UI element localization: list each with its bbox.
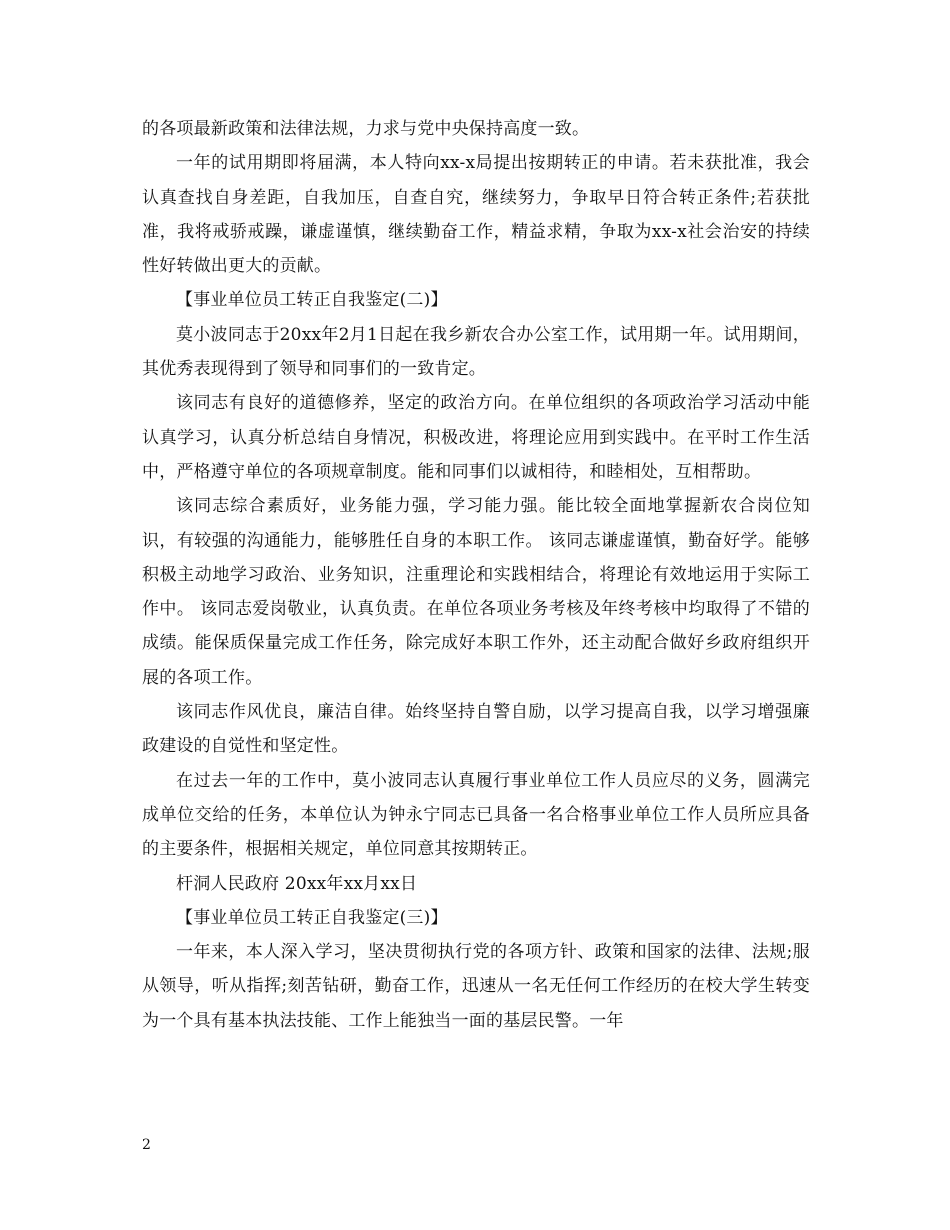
page-number: 2 (142, 1137, 151, 1153)
paragraph-intro: 莫小波同志于20xx年2月1日起在我乡新农合办公室工作，试用期一年。试用期间，其优秀表现得到了领导和同事们的一致肯定。 (142, 324, 810, 380)
signature-line: 杆洞人民政府 20xx年xx月xx日 (176, 873, 418, 894)
paragraph-self-review: 一年来，本人深入学习，坚决贯彻执行党的各项方针、政策和国家的法律、法规;服从领导，听从指挥;刻苦钻研，勤奋工作，迅速从一名无任何工作经历的在校大学生转变为一个具有基本执法技能、工作上能独当一面的基层民警。一年 (142, 942, 810, 1031)
paragraph-moral: 该同志有良好的道德修养，坚定的政治方向。在单位组织的各项政治学习活动中能认真学习，认真分析总结自身情况，积极改进，将理论应用到实践中。在平时工作生活中，严格遵守单位的各项规章制度。能和同事们以诚相待，和睦相处，互相帮助。 (142, 393, 810, 482)
paragraph-probation-request: 一年的试用期即将届满，本人特向xx-x局提出按期转正的申请。若未获批准，我会认真查找自身差距，自我加压，自查自究，继续努力，争取早日符合转正条件;若获批准，我将戒骄戒躁，谦虚谨慎，继续勤奋工作，精益求精，争取为xx-x社会治安的持续性好转做出更大的贡献。 (142, 153, 810, 277)
section-heading-2: 【事业单位员工转正自我鉴定(二)】 (176, 290, 448, 311)
paragraph-quality: 该同志综合素质好，业务能力强，学习能力强。能比较全面地掌握新农合岗位知识，有较强的沟通能力，能够胜任自身的本职工作。 该同志谦虚谨慎，勤奋好学。能够积极主动地学习政治、业务知识，注重理论和实践相结合，将理论有效地运用于实际工作中。 该同志爱岗敬业，认真负责。在单位各项业务考核及年终考核中均取得了不错的成绩。能保质保量完成工作任务，除完成好本职工作外，还主动配合做好乡政府组织开展的各项工作。 (142, 496, 810, 688)
paragraph-continuation: 的各项最新政策和法律法规，力求与党中央保持高度一致。 (142, 119, 590, 139)
section-heading-3: 【事业单位员工转正自我鉴定(三)】 (176, 907, 448, 928)
document-body (142, 112, 810, 1038)
paragraph-conclusion: 在过去一年的工作中，莫小波同志认真履行事业单位工作人员应尽的义务，圆满完成单位交给的任务，本单位认为钟永宁同志已具备一名合格事业单位工作人员所应具备的主要条件，根据相关规定，单位同意其按期转正。 (142, 770, 810, 860)
paragraph-integrity: 该同志作风优良，廉洁自律。始终坚持自警自励，以学习提高自我，以学习增强廉政建设的自觉性和坚定性。 (142, 702, 810, 757)
